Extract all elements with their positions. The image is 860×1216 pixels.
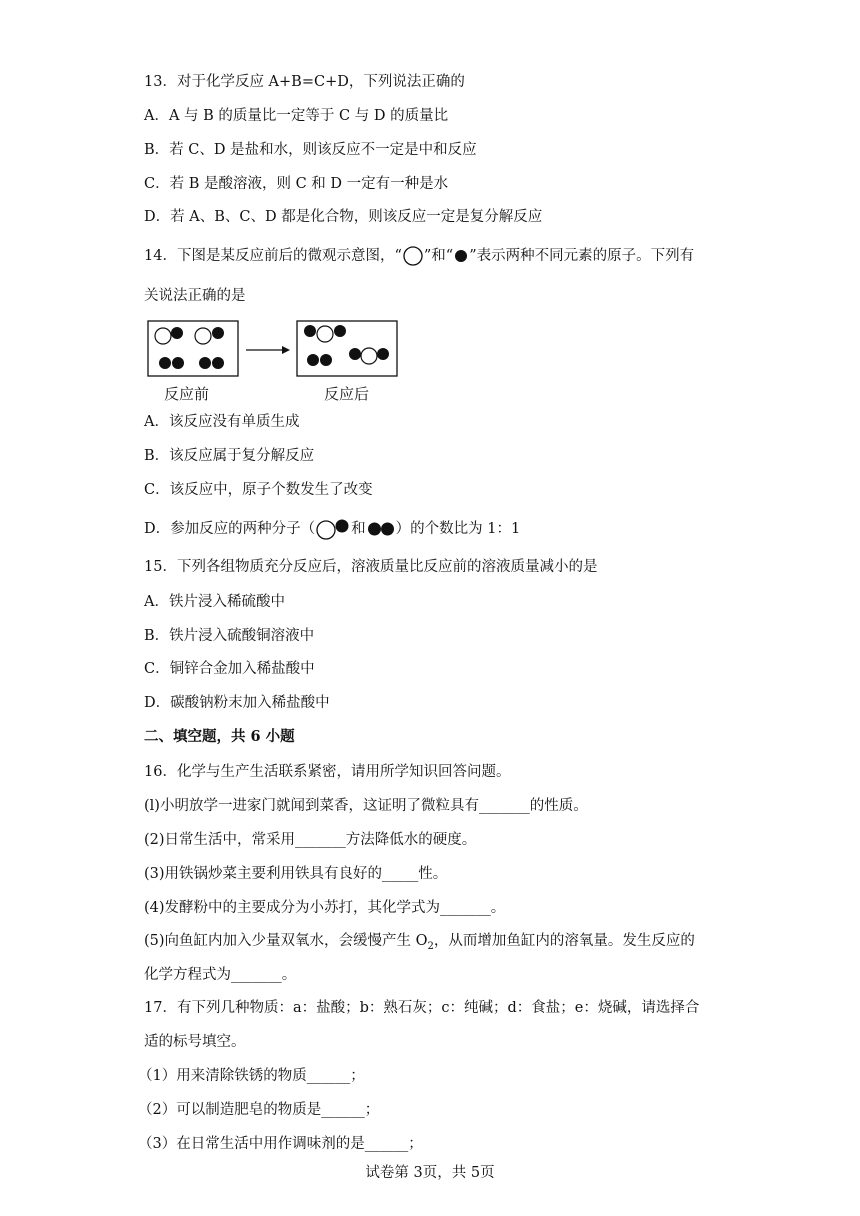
q17-item-2: （2）可以制造肥皂的物质是______； (138, 1102, 380, 1118)
q17-item-1: （1）用来清除铁锈的物质______； (138, 1068, 365, 1084)
q13-option-d: D．若 A、B、C、D 都是化合物，则该反应一定是复分解反应 (144, 209, 543, 225)
q14-stem-line2: 关说法正确的是 (144, 288, 246, 304)
subscript-2: 2 (427, 940, 434, 952)
q14-stem-part3: ”表示两种不同元素的原子。下列有 (469, 248, 695, 264)
page-footer: 试卷第 3页，共 5页 (365, 1165, 495, 1181)
before-label: 反应前 (164, 385, 210, 403)
q13-option-b: B．若 C、D 是盐和水，则该反应不一定是中和反应 (144, 142, 477, 158)
q16-item-5-part2: ，从而增加鱼缸内的溶氧量。发生反应的 (433, 933, 695, 949)
q16-item-2: (2)日常生活中，常采用_______方法降低水的硬度。 (144, 832, 477, 848)
q14-stem-part2: ”和“ (423, 248, 454, 264)
q14-option-d-part2: 和 (351, 521, 366, 537)
arrow-icon (246, 346, 290, 354)
q16-stem: 16．化学与生产生活联系紧密，请用所学知识回答问题。 (144, 764, 511, 780)
after-label: 反应后 (324, 385, 370, 403)
q15-option-c: C．铜锌合金加入稀盐酸中 (144, 661, 315, 677)
q17-item-3: （3）在日常生活中用作调味剂的是______； (138, 1136, 423, 1152)
q14-option-a: A．该反应没有单质生成 (144, 414, 300, 430)
q16-item-5-line2: 化学方程式为_______。 (144, 967, 297, 983)
white-black-molecule-icon (315, 518, 351, 540)
q14-option-d-part3: ）的个数比为 1：1 (395, 521, 521, 537)
q15-option-d: D．碳酸钠粉末加入稀盐酸中 (144, 695, 330, 711)
q17-stem-line2: 适的标号填空。 (144, 1034, 246, 1050)
white-atom-icon (402, 246, 424, 266)
q15-stem: 15．下列各组物质充分反应后，溶液质量比反应前的溶液质量减小的是 (144, 559, 598, 575)
section-heading: 二、填空题，共 6 小题 (144, 728, 295, 745)
q16-item-3: (3)用铁锅炒菜主要利用铁具有良好的_____性。 (144, 866, 448, 882)
q14-option-d (144, 518, 520, 540)
q15-option-a: A．铁片浸入稀硫酸中 (144, 594, 285, 610)
q14-option-d-part1: D．参加反应的两种分子（ (144, 521, 316, 537)
q14-option-b: B．该反应属于复分解反应 (144, 448, 315, 464)
q16-item-1: (l)小明放学一进家门就闻到菜香，这证明了微粒具有_______的性质。 (144, 798, 588, 814)
q14-stem (144, 246, 694, 266)
reaction-diagram (144, 318, 404, 404)
q14-option-c: C．该反应中，原子个数发生了改变 (144, 482, 373, 498)
q16-item-5 (144, 931, 695, 957)
q17-stem: 17．有下列几种物质：a：盐酸；b：熟石灰；c：纯碱；d：食盐；e：烧碱，请选择合 (144, 1000, 700, 1016)
q13-option-c: C．若 B 是酸溶液，则 C 和 D 一定有一种是水 (144, 176, 449, 192)
q16-item-4: (4)发酵粉中的主要成分为小苏打，其化学式为_______。 (144, 900, 506, 916)
q15-option-b: B．铁片浸入硫酸铜溶液中 (144, 628, 315, 644)
q14-stem-part1: 14．下图是某反应前后的微观示意图，“ (144, 248, 402, 264)
black-black-molecule-icon (366, 520, 396, 538)
q13-option-a: A．A 与 B 的质量比一定等于 C 与 D 的质量比 (144, 108, 449, 124)
black-atom-icon (453, 248, 469, 264)
q13-stem: 13．对于化学反应 A+B=C+D，下列说法正确的 (144, 74, 465, 90)
q16-item-5-part1: (5)向鱼缸内加入少量双氧水，会缓慢产生 O (144, 933, 428, 949)
